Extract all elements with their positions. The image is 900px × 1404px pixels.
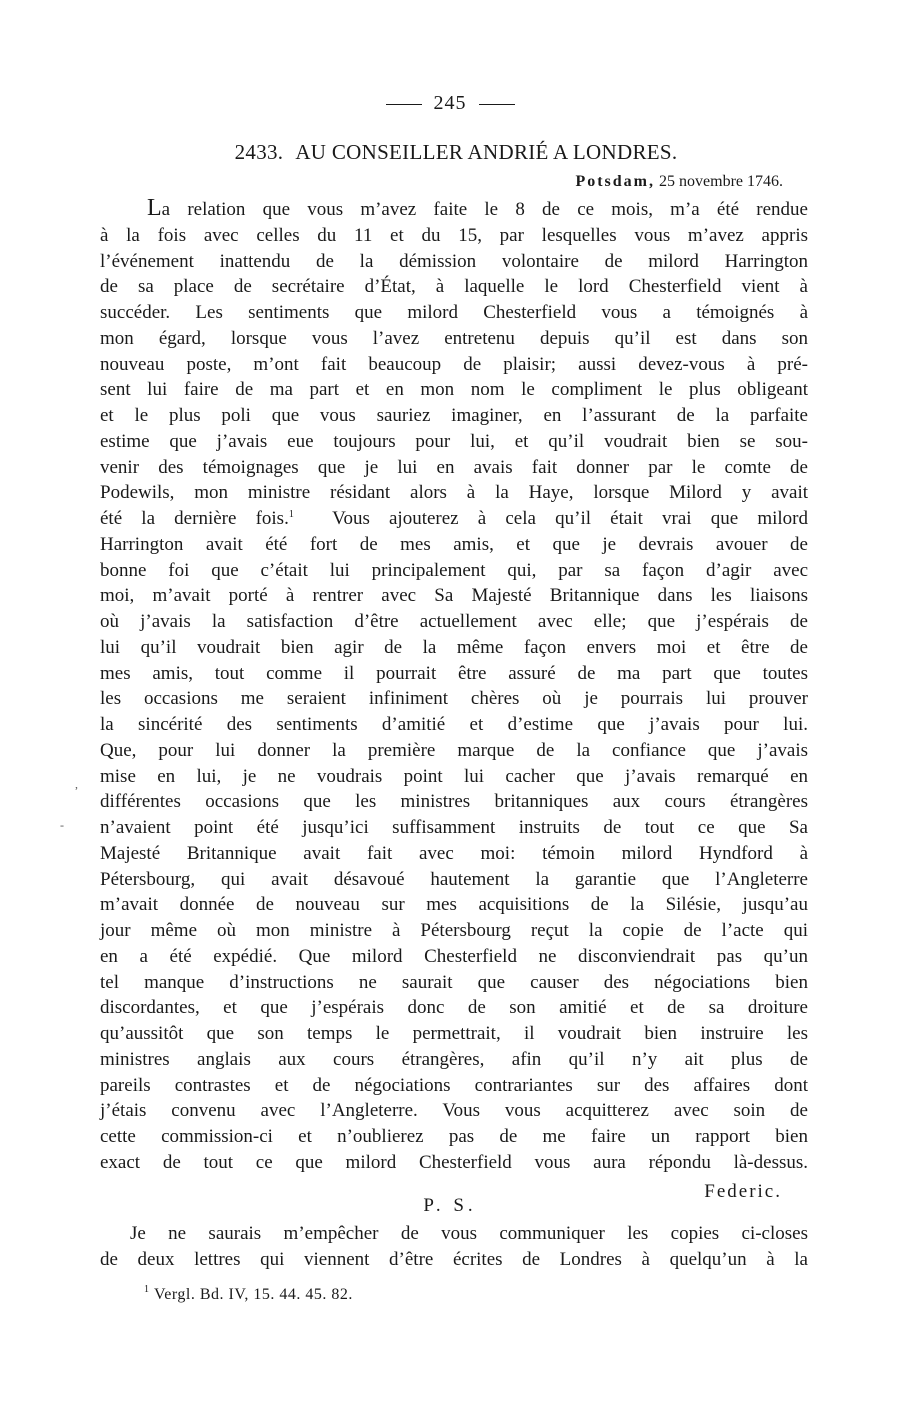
body-line: mise en lui, je ne voudrais point lui cacher que j’avais remarqué en (100, 765, 808, 787)
drop-letter: L (147, 195, 162, 221)
body-line: l’événement inattendu de la démission volontaire de milord Harrington (100, 250, 808, 272)
body-line: mes amis, tout comme il pourrait être assuré de ma part que toutes (100, 662, 808, 684)
body-line: Podewils, mon ministre résidant alors à la Haye, lorsque Milord y avait (100, 482, 808, 504)
signature: Federic. (704, 1181, 782, 1202)
letter-heading (0, 140, 900, 165)
ps-line: de deux lettres qui viennent d’être écrites de Londres à quelqu’un à la (100, 1248, 808, 1270)
body-line (100, 506, 808, 532)
body-line-text: Vous ajouterez à cela qu’il était vrai que milord (332, 508, 808, 529)
body-line: et le plus poli que vous sauriez imaginer, en l’assurant de la parfaite (100, 405, 808, 426)
body-line: n’avaient point été jusqu’ici suffisamment instruits de tout ce que Sa (100, 817, 808, 838)
body-line: Que, pour lui donner la première marque de la confiance que j’avais (100, 739, 808, 761)
body-line: j’étais convenu avec l’Angleterre. Vous vous acquitterez avec soin de (100, 1100, 808, 1122)
body-line: qu’aussitôt que son temps le permettrait, il voudrait bien instruire les (100, 1023, 808, 1044)
body-line: Harrington avait été fort de mes amis, et que je devrais avouer de (100, 533, 808, 555)
page-header (0, 92, 900, 115)
body-line: bonne foi que c’était lui principalement qui, par sa façon d’agir avec (100, 559, 808, 581)
body-line: à la fois avec celles du 11 et du 15, par lesquelles vous m’avez appris (100, 224, 808, 246)
body-line: différentes occasions que les ministres britanniques aux cours étrangères (100, 791, 808, 813)
body-line (100, 196, 808, 223)
body-line: les occasions me seraient infiniment chères où je pourrais lui prouver (100, 688, 808, 710)
ps-heading: P. S. (423, 1195, 477, 1216)
dateline-date: 25 novembre 1746. (659, 173, 783, 190)
postscript-body (100, 1221, 808, 1273)
letter-body (100, 196, 808, 1176)
body-line: pareils contrastes et de négociations contrariantes sur des affaires dont (100, 1074, 808, 1096)
body-line: estime que j’avais eue toujours pour lui, et qu’il voudrait bien se sou- (100, 430, 808, 452)
footnote-ref: 1 (288, 509, 294, 520)
right-rule (479, 104, 515, 105)
body-line: lui qu’il voudrait bien agir de la même façon envers moi et être de (100, 636, 808, 658)
footnote-marker: 1 (144, 1284, 150, 1295)
body-line: sent lui faire de ma part et en mon nom le compliment le plus obligeant (100, 379, 808, 401)
body-line: mon égard, lorsque vous l’avez entretenu depuis qu’il est dans son (100, 327, 808, 349)
body-line: cette commission-ci et n’oublierez pas de me faire un rapport bien (100, 1126, 808, 1147)
body-line: m’avait donnée de nouveau sur mes acquisitions de la Silésie, jusqu’au (100, 894, 808, 916)
body-line: discordantes, et que j’espérais donc de son amitié et de sa droiture (100, 997, 808, 1019)
body-line: en a été expédié. Que milord Chesterfield ne disconviendrait pas qu’un (100, 945, 808, 967)
body-line: exact de tout ce que milord Chesterfield vous aura répondu là-dessus. (100, 1151, 808, 1173)
body-line: Majesté Britannique avait fait avec moi: témoin milord Hyndford à (100, 842, 808, 864)
body-line: succéder. Les sentiments que milord Chesterfield vous a témoignés à (100, 302, 808, 323)
margin-dash: - (60, 818, 64, 832)
dateline-place: Potsdam, (575, 173, 656, 190)
body-line: jour même où mon ministre à Pétersbourg reçut la copie de l’acte qui (100, 920, 808, 941)
ps-line: Je ne saurais m’empêcher de vous communiquer les copies ci-closes (130, 1223, 808, 1244)
body-line-text: a relation que vous m’avez faite le 8 de ce mois, m’a été rendue (161, 199, 808, 220)
left-rule (386, 104, 422, 105)
footnote (144, 1286, 353, 1304)
body-line: de sa place de secrétaire d’État, à laquelle le lord Chesterfield vient à (100, 276, 808, 298)
margin-tick: , (75, 777, 78, 791)
body-line: moi, m’avait porté à rentrer avec Sa Majesté Britannique dans les liaisons (100, 585, 808, 607)
body-line: la sincérité des sentiments d’amitié et d’estime que j’avais pour lui. (100, 714, 808, 735)
letter-title: AU CONSEILLER ANDRIÉ A LONDRES. (295, 140, 678, 164)
body-line: tel manque d’instructions ne saurait que causer des négociations bien (100, 971, 808, 993)
body-line: ministres anglais aux cours étrangères, afin qu’il n’y ait plus de (100, 1048, 808, 1070)
letter-number: 2433. (234, 140, 284, 164)
body-line: Pétersbourg, qui avait désavoué hautement la garantie que l’Angleterre (100, 868, 808, 890)
body-line: nouveau poste, m’ont fait beaucoup de plaisir; aussi devez-vous à pré- (100, 353, 808, 375)
body-line-text: été la dernière fois. (100, 508, 289, 529)
dateline (575, 173, 783, 191)
body-line: venir des témoignages que je lui en avais fait donner par le comte de (100, 456, 808, 478)
page-number: 245 (433, 92, 467, 114)
body-line: où j’avais la satisfaction d’être actuellement avec elle; que j’espérais de (100, 611, 808, 632)
footnote-text: Vergl. Bd. IV, 15. 44. 45. 82. (154, 1286, 353, 1303)
